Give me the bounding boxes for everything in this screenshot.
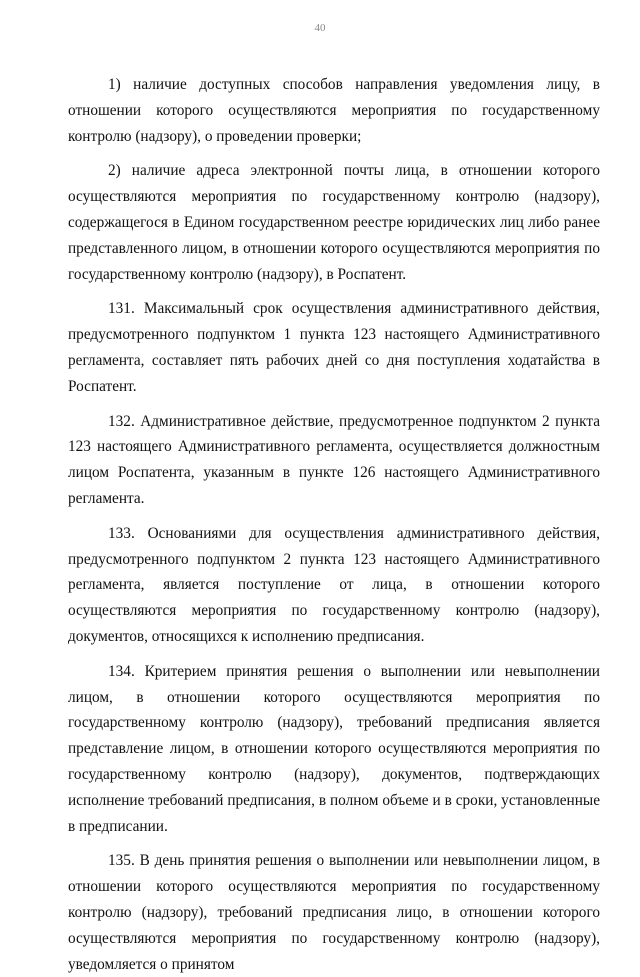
- paragraph-133: 133. Основаниями для осуществления административного действия, предусмотренного подпунктом 2 пункта 123 настоящего Административного регламента, является поступление от лица, в отношении которого осуществляются мероприятия по государственному контролю (надзору), документов, относящихся к исполнению предписания.: [68, 524, 600, 645]
- paragraph-item-1-notification-methods: 1) наличие доступных способов направления уведомления лицу, в отношении которого осуществляются мероприятия по государственному контролю (надзору), о проведении проверки;: [68, 76, 600, 145]
- page-number: 40: [314, 22, 326, 34]
- paragraph-134: 134. Критерием принятия решения о выполнении или невыполнении лицом, в отношении которого осуществляются мероприятия по государственному контролю (надзору), требований предписания является представление лицом, в отношении которого осуществляются мероприятия по государственному контролю (надзору), документов, подтверждающих исполнение требований предписания, в полном объеме и в сроки, установленные в предписании.: [68, 662, 600, 835]
- paragraph-131: 131. Максимальный срок осуществления административного действия, предусмотренного подпунктом 1 пункта 123 настоящего Административного регламента, составляет пять рабочих дней со дня поступления ходатайства в Роспатент.: [68, 300, 600, 395]
- paragraph-132: 132. Административное действие, предусмотренное подпунктом 2 пункта 123 настоящего Административного регламента, осуществляется должностным лицом Роспатента, указанным в пункте 126 настоящего Административного регламента.: [68, 412, 600, 507]
- paragraph-135: 135. В день принятия решения о выполнении или невыполнении лицом, в отношении которого осуществляются мероприятия по государственному контролю (надзору), требований предписания лицо, в отношении которого осуществляются мероприятия по государственному контролю (надзору), уведомляется о принятом: [68, 852, 600, 973]
- document-body: [68, 72, 600, 977]
- paragraph-item-2-email-address: 2) наличие адреса электронной почты лица, в отношении которого осуществляются мероприятия по государственному контролю (надзору), содержащегося в Едином государственном реестре юридических лиц либо ранее представленного лицом, в отношении которого осуществляются мероприятия по государственному контролю (надзору), в Роспатент.: [68, 162, 600, 283]
